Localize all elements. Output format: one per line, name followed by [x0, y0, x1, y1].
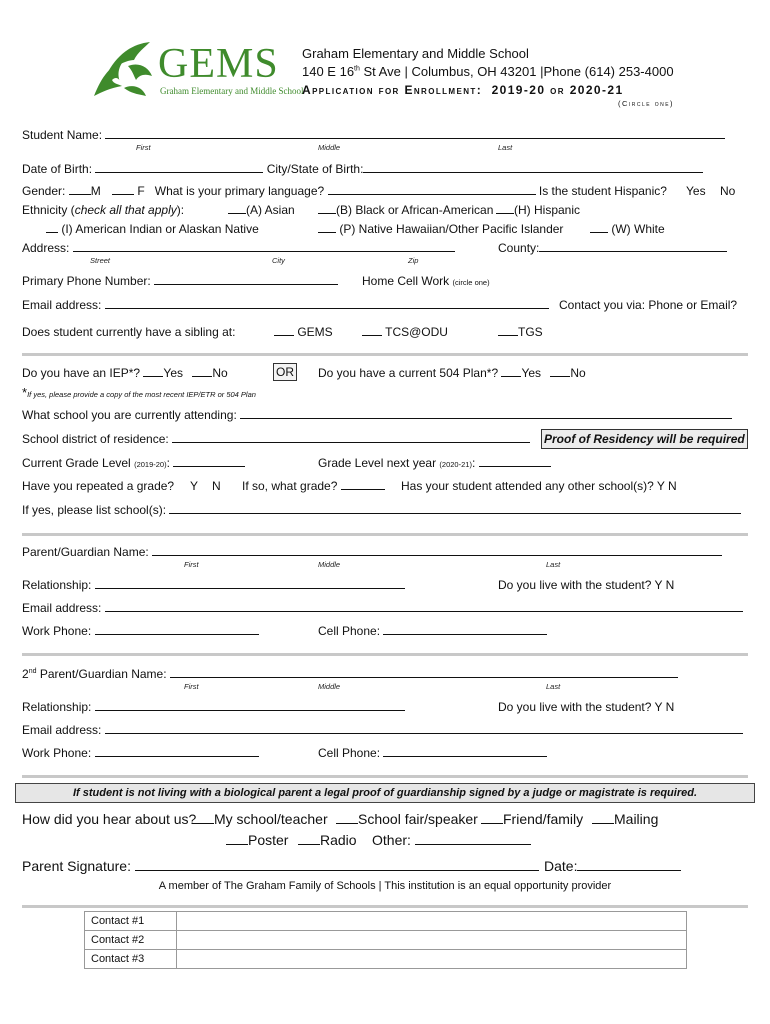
district-row: School district of residence:	[22, 432, 530, 446]
hispanic-no[interactable]: No	[720, 184, 736, 198]
what-grade-row: If so, what grade?	[242, 479, 385, 493]
contact-via[interactable]: Contact you via: Phone or Email?	[559, 298, 738, 312]
city-sublabel: City	[272, 256, 285, 265]
contact-field[interactable]	[177, 931, 687, 950]
gender-m-blank[interactable]	[69, 185, 91, 195]
iep-row: Do you have an IEP*? Yes No	[22, 366, 228, 380]
hear-opt-mailing[interactable]: Mailing	[592, 811, 658, 827]
sibling-tcs[interactable]: TCS@ODU	[362, 325, 448, 339]
hear-opt-poster[interactable]: Poster	[226, 832, 288, 848]
student-email-field[interactable]	[105, 299, 549, 309]
ethnicity-h[interactable]: (H) Hispanic	[496, 203, 580, 217]
phone-type-choice[interactable]: Home Cell Work (circle one)	[362, 274, 490, 288]
application-title: Application for Enrollment: 2019-20 or 2020-21	[302, 83, 624, 97]
middle-sublabel: Middle	[318, 560, 341, 569]
proof-of-residency-box: Proof of Residency will be required	[541, 429, 748, 449]
last-sublabel: Last	[546, 560, 561, 569]
current-school-field[interactable]	[240, 409, 732, 419]
parent1-name-row: Parent/Guardian Name:	[22, 545, 722, 559]
parent2-cell-phone-field[interactable]	[383, 747, 547, 757]
sibling-row: Does student currently have a sibling at:	[22, 325, 236, 339]
other-school-question[interactable]: Has your student attended any other school(s)? Y N	[401, 479, 677, 493]
repeated-y[interactable]: Y	[190, 479, 199, 493]
hispanic-yes[interactable]: Yes	[686, 184, 706, 198]
ethnicity-p[interactable]: (P) Native Hawaiian/Other Pacific Islander	[318, 222, 563, 236]
parent2-name-row: 2nd Parent/Guardian Name:	[22, 667, 678, 681]
parent2-relationship-field[interactable]	[95, 701, 405, 711]
section-divider	[22, 905, 748, 908]
section-divider	[22, 775, 748, 778]
next-grade-field[interactable]	[479, 457, 551, 467]
repeated-n[interactable]: N	[212, 479, 221, 493]
contact-label: Contact #3	[85, 950, 177, 969]
school-address: 140 E 16th St Ave | Columbus, OH 43201 |Phone (614) 253-4000	[302, 64, 674, 79]
contact-label: Contact #2	[85, 931, 177, 950]
hear-opt-other[interactable]: Other:	[372, 832, 531, 848]
iep-footnote: *If yes, please provide a copy of the most recent IEP/ETR or 504 Plan	[22, 385, 256, 400]
plan504-row: Do you have a current 504 Plan*? Yes No	[318, 366, 586, 380]
first-sublabel: First	[184, 560, 199, 569]
date-row: Date:	[544, 858, 681, 874]
section-divider	[22, 353, 748, 356]
or-box: OR	[273, 363, 297, 381]
section-divider	[22, 533, 748, 536]
hear-about-row: How did you hear about us?	[22, 811, 197, 827]
hear-opt-school-fair[interactable]: School fair/speaker	[336, 811, 478, 827]
student-name-field[interactable]	[105, 129, 725, 139]
logo-wordmark: GEMS	[158, 41, 279, 87]
contact-field[interactable]	[177, 950, 687, 969]
parent1-work-phone-field[interactable]	[95, 625, 259, 635]
section-divider	[22, 653, 748, 656]
current-school-row: What school you are currently attending:	[22, 408, 732, 422]
parent1-live-with[interactable]: Do you live with the student? Y N	[498, 578, 675, 592]
what-grade-field[interactable]	[341, 480, 385, 490]
parent2-work-phone-field[interactable]	[95, 747, 259, 757]
sibling-tgs[interactable]: TGS	[498, 325, 543, 339]
table-row	[85, 912, 687, 931]
parent2-cell-phone-row: Cell Phone:	[318, 746, 547, 760]
footer-statement: A member of The Graham Family of Schools | This institution is an equal opportunity provider	[158, 880, 612, 892]
table-row	[85, 950, 687, 969]
ethnicity-i[interactable]: (I) American Indian or Alaskan Native	[46, 222, 259, 236]
guardianship-notice: If student is not living with a biological parent a legal proof of guardianship signed by a judge or magistrate is required.	[15, 783, 755, 803]
district-field[interactable]	[172, 433, 530, 443]
grade-row: Current Grade Level (2019-20):	[22, 456, 245, 470]
address-row: Address:	[22, 241, 455, 255]
parent-signature-field[interactable]	[135, 861, 539, 871]
hear-opt-school-teacher[interactable]: My school/teacher	[192, 811, 328, 827]
hear-opt-radio[interactable]: Radio	[298, 832, 357, 848]
current-grade-field[interactable]	[173, 457, 245, 467]
signature-date-field[interactable]	[577, 861, 681, 871]
ethnicity-a[interactable]: (A) Asian	[228, 203, 295, 217]
parent1-relationship-row: Relationship:	[22, 578, 405, 592]
parent1-work-phone-row: Work Phone:	[22, 624, 259, 638]
street-sublabel: Street	[90, 256, 111, 265]
middle-sublabel: Middle	[318, 682, 341, 691]
county-field[interactable]	[539, 242, 727, 252]
first-sublabel: First	[184, 682, 199, 691]
parent1-relationship-field[interactable]	[95, 579, 405, 589]
parent2-email-field[interactable]	[105, 724, 743, 734]
list-schools-row: If yes, please list school(s):	[22, 503, 741, 517]
griffin-emblem-icon	[88, 36, 160, 102]
contact-label: Contact #1	[85, 912, 177, 931]
hear-opt-friend-family[interactable]: Friend/family	[481, 811, 583, 827]
school-name: Graham Elementary and Middle School	[302, 46, 529, 61]
ethnicity-w[interactable]: (W) White	[590, 222, 665, 236]
middle-sublabel: Middle	[318, 143, 341, 152]
logo-subtitle: Graham Elementary and Middle School	[160, 86, 304, 96]
parent2-email-row: Email address:	[22, 723, 743, 737]
parent1-cell-phone-row: Cell Phone:	[318, 624, 547, 638]
parent1-email-field[interactable]	[105, 602, 743, 612]
student-name-row: Student Name:	[22, 128, 725, 142]
last-sublabel: Last	[546, 682, 561, 691]
table-row	[85, 931, 687, 950]
last-sublabel: Last	[498, 143, 513, 152]
birth-city-field[interactable]	[363, 163, 703, 173]
language-field[interactable]	[328, 185, 536, 195]
county-row: County:	[498, 241, 727, 255]
dob-field[interactable]	[95, 163, 263, 173]
parent2-work-phone-row: Work Phone:	[22, 746, 259, 760]
ethnicity-row: Ethnicity (check all that apply):	[22, 203, 185, 217]
sibling-gems[interactable]: GEMS	[274, 325, 333, 339]
contact-field[interactable]	[177, 912, 687, 931]
signature-row: Parent Signature:	[22, 858, 539, 874]
repeated-row: Have you repeated a grade?	[22, 479, 175, 493]
address-field[interactable]	[73, 242, 455, 252]
circle-one-note: (Circle one)	[618, 99, 675, 108]
zip-sublabel: Zip	[408, 256, 419, 265]
contacts-table	[84, 911, 687, 969]
next-grade-row: Grade Level next year (2020-21):	[318, 456, 551, 470]
gender-f-blank[interactable]	[112, 185, 134, 195]
parent1-email-row: Email address:	[22, 601, 743, 615]
dob-row: Date of Birth: City/State of Birth:	[22, 162, 703, 176]
school-logo	[88, 36, 304, 102]
phone-row: Primary Phone Number:	[22, 274, 338, 288]
gender-row: Gender: M F What is your primary language? Is the student Hispanic?	[22, 184, 667, 198]
parent2-name-field[interactable]	[170, 668, 678, 678]
parent1-cell-phone-field[interactable]	[383, 625, 547, 635]
parent1-name-field[interactable]	[152, 546, 722, 556]
parent2-relationship-row: Relationship:	[22, 700, 405, 714]
primary-phone-field[interactable]	[154, 275, 338, 285]
parent2-live-with[interactable]: Do you live with the student? Y N	[498, 700, 675, 714]
list-schools-field[interactable]	[169, 504, 741, 514]
email-row: Email address:	[22, 298, 549, 312]
ethnicity-b[interactable]: (B) Black or African-American	[318, 203, 493, 217]
first-sublabel: First	[136, 143, 151, 152]
